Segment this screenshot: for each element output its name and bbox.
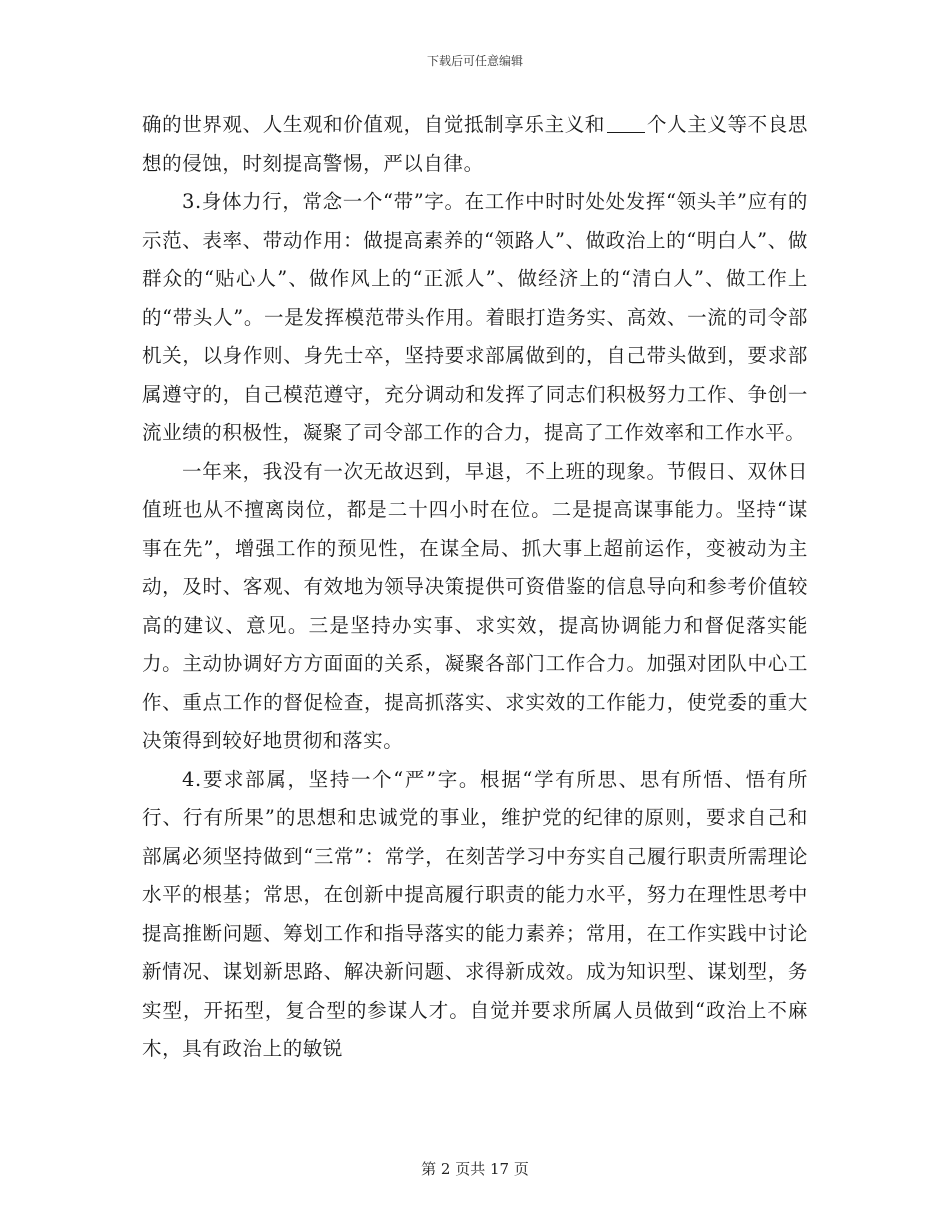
paragraph-continued bbox=[142, 106, 808, 183]
paragraph-lead-by-example: 3.身体力行，常念一个“带”字。在工作中时时处处发挥“领头羊”应有的示范、表率、带动作用：做提高素养的“领路人”、做政治上的“明白人”、做群众的“贴心人”、做作风上的“正派人”、做经济上的“清白人”、做工作上的“带头人”。一是发挥模范带头作用。着眼打造务实、高效、一流的司令部机关，以身作则、身先士卒，坚持要求部属做到的，自己带头做到，要求部属遵守的，自己模范遵守，充分调动和发挥了同志们积极努力工作、争创一流业绩的积极性，凝聚了司令部工作的合力，提高了工作效率和工作水平。 bbox=[142, 190, 808, 444]
paragraph-strict-requirements: 4.要求部属，坚持一个“严”字。根据“学有所思、思有所悟、悟有所行、行有所果”的思想和忠诚党的事业，维护党的纪律的原则，要求自己和部属必须坚持做到“三常”：常学，在刻苦学习中夯实自己履行职责所需理论水平的根基；常思，在创新中提高履行职责的能力水平，努力在理性思考中提高推断问题、筹划工作和指导落实的能力素养；常用，在工作实践中讨论新情况、谋划新思路、解决新问题、求得新成效。成为知识型、谋划型，务实型，开拓型，复合型的参谋人才。自觉并要求所属人员做到“政治上不麻木，具有政治上的敏锐 bbox=[142, 767, 808, 1060]
fill-in-blank bbox=[607, 114, 645, 133]
paragraph-year-review: 一年来，我没有一次无故迟到，早退，不上班的现象。节假日、双休日值班也从不擅离岗位，都是二十四小时在位。二是提高谋事能力。坚持“谋事在先”，增强工作的预见性，在谋全局、抓大事上超前运作，变被动为主动，及时、客观、有效地为领导决策提供可资借鉴的信息导向和参考价值较高的建议、意见。三是坚持办实事、求实效，提高协调能力和督促落实能力。主动协调好方方面面的关系，凝聚各部门工作合力。加强对团队中心工作、重点工作的督促检查，提高抓落实、求实效的工作能力，使党委的重大决策得到较好地贯彻和落实。 bbox=[142, 459, 808, 752]
page-header-note: 下载后可任意编辑 bbox=[426, 54, 523, 68]
paragraph-text-before-blank: 确的世界观、人生观和价值观，自觉抵制享乐主义和 bbox=[142, 113, 605, 136]
document-body bbox=[142, 106, 808, 1069]
page-number: 第 2 页共 17 页 bbox=[421, 1160, 529, 1178]
paragraph-text-after-blank: 个人主义等不良思想的侵蚀，时刻提高警惕，严以自律。 bbox=[142, 113, 808, 175]
